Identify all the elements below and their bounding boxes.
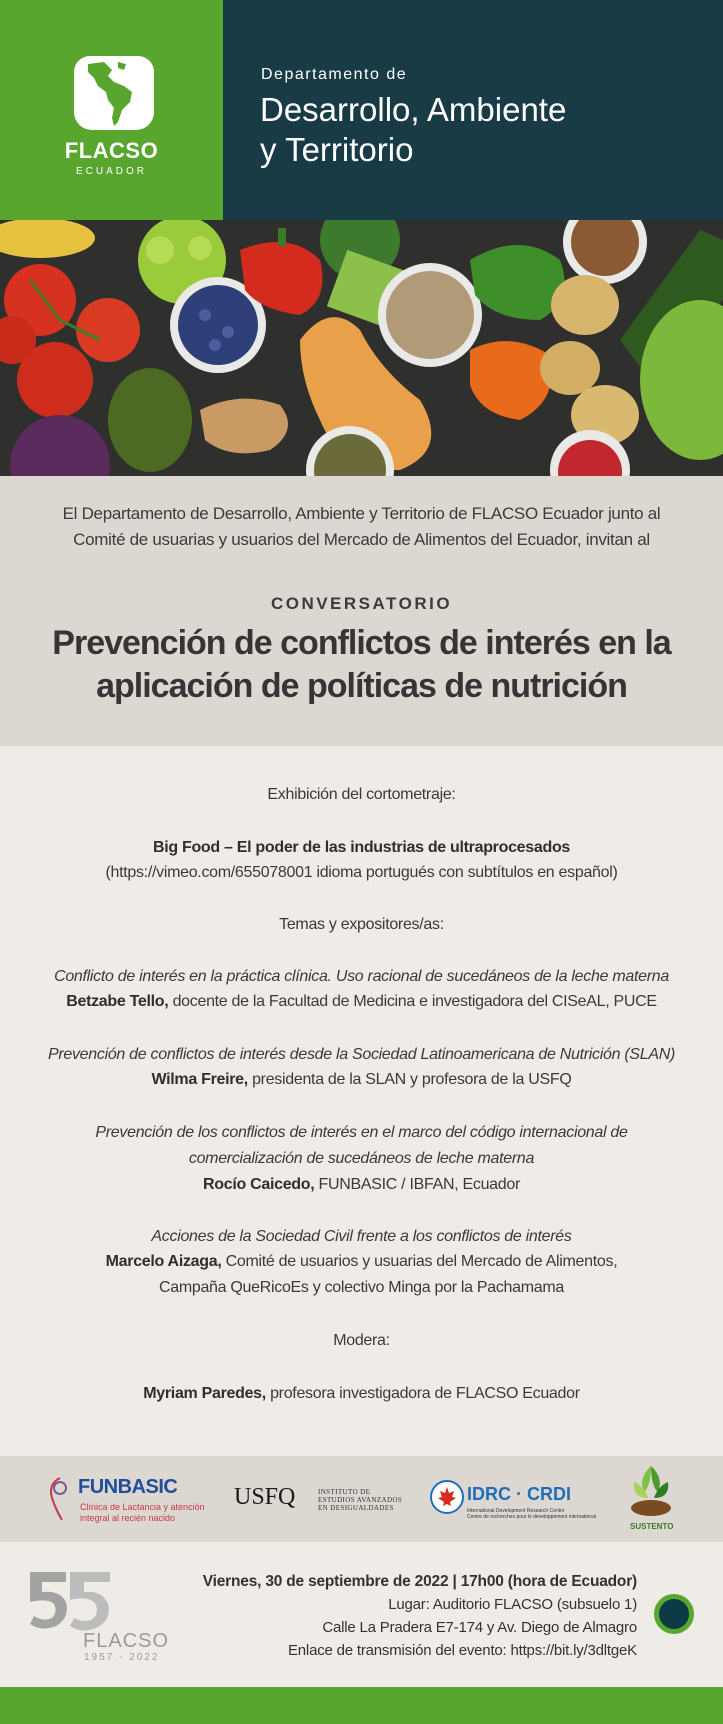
moderator-name: Myriam Paredes, [143, 1385, 266, 1402]
usfq-institute-line-2: ESTUDIOS AVANZADOS [318, 1496, 403, 1504]
moderator-role: profesora investigadora de FLACSO Ecuador [265, 1385, 580, 1402]
logo-name: FLACSO [64, 138, 159, 163]
moderator-heading: Modera: [333, 1332, 390, 1349]
event-title [0, 622, 723, 708]
event-title-line-1: Prevención de conflictos de interés en la [52, 624, 671, 662]
idrc-subtitle [467, 1508, 596, 1520]
anniversary-name: FLACSO [83, 1630, 170, 1652]
talk-2-role: presidenta de la SLAN y profesora de la USFQ [247, 1071, 572, 1088]
logo-subtitle: ECUADOR [75, 166, 147, 177]
event-date: Viernes, 30 de septiembre de 2022 | 17h00 (hora de Ecuador) [202, 1573, 637, 1590]
intro-line-2: Comité de usuarias y usuarios del Mercado de Alimentos del Ecuador, invitan al [73, 530, 650, 549]
talk-1-topic: Conflicto de interés en la práctica clínica. Uso racional de sucedáneos de la leche materna [54, 968, 669, 985]
film-note: (https://vimeo.com/655078001 idioma portugués con subtítulos en español) [105, 864, 618, 881]
department-title-line-2: y Territorio [260, 131, 414, 168]
intro-section [0, 476, 723, 746]
circle-dot-icon [654, 1594, 694, 1634]
sustento-leaf-icon [628, 1464, 674, 1520]
talk-3-speaker-line [0, 1176, 723, 1194]
talk-4-topic: Acciones de la Sociedad Civil frente a los conflictos de interés [151, 1228, 572, 1245]
program-section [0, 746, 723, 1456]
flacso-logo [0, 0, 223, 220]
talk-3-topic-line-2: comercialización de sucedáneos de leche materna [188, 1150, 535, 1167]
intro-line-1: El Departamento de Desarrollo, Ambiente y Territorio de FLACSO Ecuador junto al [62, 504, 661, 523]
idrc-logo: IDRC · CRDI [467, 1484, 571, 1504]
usfq-institute-line-1: INSTITUTO DE [318, 1488, 371, 1496]
header [0, 0, 723, 220]
talk-4-speaker: Marcelo Aizaga, [105, 1253, 222, 1270]
usfq-institute [318, 1488, 402, 1512]
talk-4-role-line-1: Comité de usuarios y usuarias del Mercado de Alimentos, [221, 1253, 618, 1270]
sustento-label: SUSTENTO [630, 1522, 674, 1531]
event-details [203, 1570, 637, 1662]
funbasic-title: FUNBASIC [78, 1476, 178, 1498]
talk-2-speaker-line [0, 1071, 723, 1089]
funbasic-subtitle [80, 1502, 205, 1524]
funbasic-logo-icon [46, 1474, 74, 1524]
talk-3-topic-line-1: Prevención de los conflictos de interés en el marco del código internacional de [95, 1124, 628, 1141]
idrc-subtitle-line-1: International Development Research Centre [467, 1508, 565, 1514]
department-title [260, 90, 566, 170]
event-address: Calle La Pradera E7-174 y Av. Diego de Almagro [322, 1619, 637, 1636]
topics-heading: Temas y expositores/as: [279, 916, 444, 933]
usfq-logo: USFQ [234, 1484, 296, 1510]
film-title [0, 839, 723, 857]
talk-1-role: docente de la Facultad de Medicina e investigadora del CISeAL, PUCE [168, 993, 657, 1010]
talk-1-speaker: Betzabe Tello, [66, 993, 169, 1010]
funbasic-subtitle-line-2: integral al recién nacido [80, 1513, 176, 1523]
sponsor-logos [0, 1456, 723, 1542]
latin-america-map-icon [74, 56, 154, 130]
department-title-line-1: Desarrollo, Ambiente [260, 91, 567, 128]
talk-2-speaker: Wilma Freire, [151, 1071, 248, 1088]
event-place: Lugar: Auditorio FLACSO (subsuelo 1) [388, 1596, 637, 1613]
idrc-subtitle-line-2: Centre de recherches pour le développement international [467, 1514, 596, 1520]
film-title-text: Big Food – El poder de las industrias de ultraprocesados [152, 839, 571, 856]
event-stream-link[interactable]: Enlace de transmisión del evento: https://bit.ly/3dltgeK [287, 1642, 637, 1659]
department-prefix: Departamento de [261, 66, 408, 83]
canada-leaf-icon [430, 1480, 464, 1514]
film-heading: Exhibición del cortometraje: [267, 786, 456, 803]
event-title-line-2: aplicación de políticas de nutrición [96, 667, 627, 705]
department-block [223, 0, 723, 220]
talk-4-speaker-line [0, 1253, 723, 1271]
event-type-label: CONVERSATORIO [270, 594, 453, 613]
talk-3-role: FUNBASIC / IBFAN, Ecuador [314, 1176, 520, 1193]
anniversary-years: 1957 - 2022 [84, 1652, 160, 1663]
funbasic-subtitle-line-1: Clínica de Lactancia y atención [80, 1502, 205, 1512]
bottom-bar [0, 1687, 723, 1724]
usfq-institute-line-3: EN DESIGUALDADES [318, 1504, 394, 1512]
talk-3-speaker: Rocío Caicedo, [203, 1176, 315, 1193]
moderator-line [0, 1385, 723, 1403]
vegetables-photo [0, 220, 723, 476]
talk-1-speaker-line [0, 993, 723, 1011]
talk-2-topic: Prevención de conflictos de interés desde la Sociedad Latinoamericana de Nutrición (SLAN) [47, 1046, 675, 1063]
talk-4-role-line-2: Campaña QueRicoEs y colectivo Minga por la Pachamama [158, 1279, 565, 1296]
intro-text [0, 501, 723, 553]
footer [0, 1542, 723, 1687]
